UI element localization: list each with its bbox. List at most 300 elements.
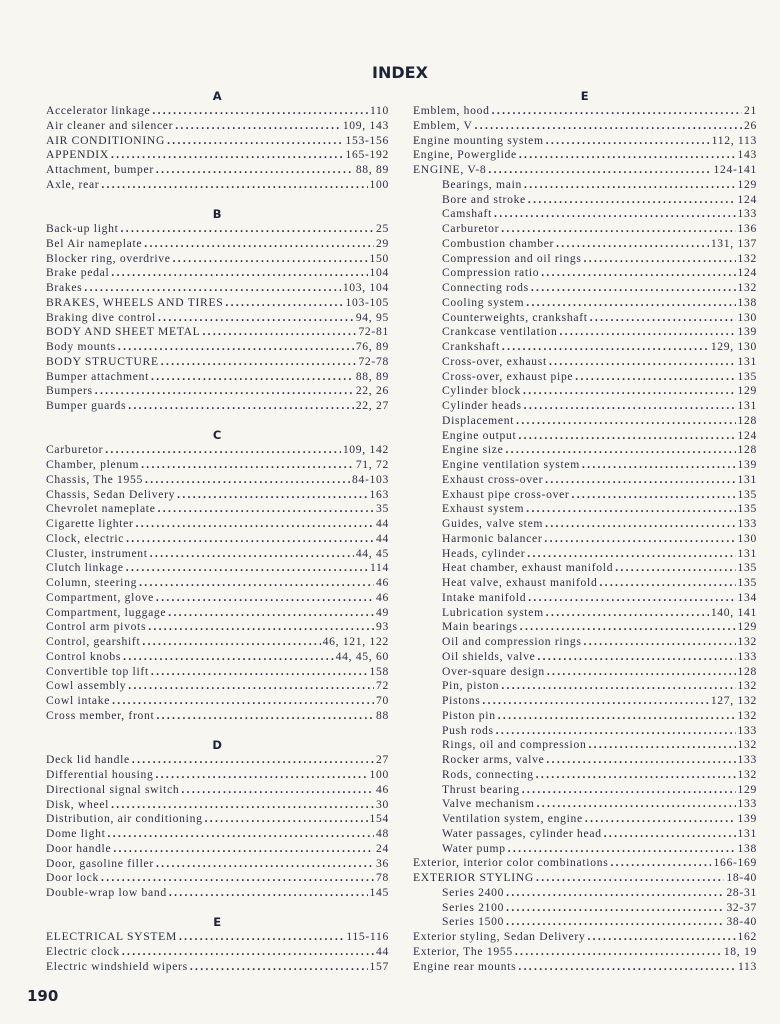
dot-leader — [518, 960, 736, 975]
dot-leader — [494, 207, 735, 222]
dot-leader — [202, 325, 356, 340]
dot-leader — [105, 443, 341, 458]
entry-term: ENGINE, V-8 — [413, 163, 487, 176]
entry-pages: 21 — [744, 104, 757, 117]
entry-pages: 135 — [737, 561, 757, 575]
dot-leader — [536, 871, 724, 886]
index-entry — [46, 930, 389, 945]
entry-pages: 29 — [376, 236, 389, 250]
dot-leader — [144, 237, 374, 252]
entry-pages: 88 — [376, 708, 389, 722]
index-entry — [46, 502, 389, 517]
entry-term: Engine rear mounts — [413, 959, 517, 973]
index-entry — [413, 561, 757, 576]
entry-pages: 136 — [737, 222, 757, 235]
dot-leader — [498, 709, 736, 724]
page-title: INDEX — [372, 63, 428, 82]
dot-leader — [84, 281, 340, 296]
dot-leader — [128, 399, 354, 414]
index-entry — [413, 414, 757, 429]
entry-term: Deck lid handle — [46, 753, 130, 767]
entry-pages: 44 — [376, 531, 389, 545]
entry-pages: 139 — [737, 812, 757, 825]
index-entry — [413, 679, 757, 694]
entry-term: Back-up light — [46, 222, 119, 236]
entry-pages: 38-40 — [726, 915, 757, 929]
entry-pages: 131 — [737, 546, 757, 560]
section-gap — [46, 414, 389, 429]
index-column-right — [413, 89, 757, 974]
index-entry — [413, 915, 757, 930]
dot-leader — [572, 488, 736, 503]
dot-leader — [522, 783, 736, 798]
entry-term: Emblem, V — [413, 118, 473, 132]
index-entry — [413, 665, 757, 680]
dot-leader — [139, 576, 374, 591]
entry-term: Distribution, air conditioning — [46, 812, 203, 826]
dot-leader — [502, 340, 709, 355]
entry-term: Electric clock — [46, 945, 120, 959]
index-entry — [46, 222, 389, 237]
dot-leader — [121, 222, 374, 237]
index-entry — [413, 311, 757, 326]
entry-term: Camshaft — [442, 207, 493, 221]
entry-pages: 132 — [737, 767, 757, 781]
index-entry — [46, 827, 389, 842]
entry-term: Bumper attachment — [46, 369, 150, 383]
entry-pages: 104 — [369, 266, 389, 280]
dot-leader — [128, 679, 374, 694]
dot-leader — [531, 281, 736, 296]
index-entry — [46, 561, 389, 576]
index-entry — [413, 827, 757, 842]
entry-term: Main bearings — [442, 620, 518, 634]
dot-leader — [158, 311, 354, 326]
entry-term: Heads, cylinder — [442, 546, 526, 560]
entry-pages: 72 — [376, 679, 389, 693]
entry-pages: 129 — [737, 384, 757, 398]
dot-leader — [156, 709, 374, 724]
entry-term: Rings, oil and compression — [442, 738, 587, 752]
dot-leader — [169, 886, 368, 901]
entry-pages: 154 — [369, 812, 389, 826]
entry-pages: 134 — [737, 590, 757, 604]
entry-pages: 133 — [737, 207, 757, 221]
index-entry — [46, 606, 389, 621]
dot-leader — [515, 945, 722, 960]
index-entry — [413, 724, 757, 739]
entry-pages: 127, 132 — [710, 694, 757, 707]
entry-pages: 71, 72 — [355, 458, 389, 472]
entry-pages: 84-103 — [351, 472, 389, 486]
entry-term: Air cleaner and silencer — [46, 118, 174, 132]
dot-leader — [113, 842, 374, 857]
entry-pages: 129 — [737, 620, 757, 634]
index-entry — [413, 207, 757, 222]
dot-leader — [496, 724, 736, 739]
page-number: 190 — [27, 987, 59, 1005]
index-entry — [413, 738, 757, 753]
dot-leader — [528, 193, 736, 208]
entry-term: Bumpers — [46, 384, 93, 398]
index-entry — [413, 886, 757, 901]
index-entry — [46, 665, 389, 680]
entry-pages: 109, 143 — [342, 118, 389, 132]
entry-term: Bel Air nameplate — [46, 236, 143, 250]
entry-term: Water passages, cylinder head — [442, 826, 602, 840]
dot-leader — [544, 532, 735, 547]
dot-leader — [505, 443, 735, 458]
entry-term: Directional signal switch — [46, 782, 180, 796]
dot-leader — [520, 620, 736, 635]
entry-term: Control, gearshift — [46, 635, 141, 649]
entry-term: Exterior, interior color combinations — [413, 856, 609, 870]
index-entry — [46, 148, 389, 163]
entry-term: Blocker ring, overdrive — [46, 251, 171, 265]
entry-pages: 133 — [737, 797, 757, 811]
entry-term: Control arm pivots — [46, 620, 147, 634]
entry-pages: 25 — [376, 222, 389, 236]
dot-leader — [585, 812, 736, 827]
entry-pages: 132 — [737, 708, 757, 722]
entry-pages: 26 — [744, 118, 757, 132]
entry-term: Bore and stroke — [442, 192, 526, 206]
dot-leader — [190, 960, 368, 975]
index-entry — [46, 325, 389, 340]
index-entry — [413, 960, 757, 975]
section-letter: B — [212, 207, 223, 222]
entry-pages: 44, 45, 60 — [335, 649, 389, 663]
dot-leader — [108, 827, 375, 842]
entry-term: Displacement — [442, 413, 515, 427]
dot-leader — [167, 134, 343, 149]
index-entry — [46, 266, 389, 281]
entry-term: Valve mechanism — [442, 797, 535, 811]
section-letter: A — [212, 89, 223, 103]
entry-term: ELECTRICAL SYSTEM — [46, 930, 177, 944]
dot-leader — [508, 842, 736, 857]
dot-leader — [526, 296, 735, 311]
entry-pages: 22, 26 — [355, 384, 389, 398]
dot-leader — [545, 517, 735, 532]
entry-term: Harmonic balancer — [442, 531, 543, 545]
entry-term: Combustion chamber — [442, 236, 555, 250]
dot-leader — [516, 414, 735, 429]
dot-leader — [118, 340, 354, 355]
dot-leader — [132, 753, 374, 768]
entry-pages: 131, 137 — [710, 236, 757, 250]
entry-term: Cylinder block — [442, 384, 522, 398]
entry-term: Compartment, luggage — [46, 605, 167, 619]
dot-leader — [587, 930, 735, 945]
entry-pages: 131 — [737, 354, 757, 368]
dot-leader — [156, 857, 374, 872]
dot-leader — [501, 222, 735, 237]
index-entry — [46, 355, 389, 370]
entry-pages: 70 — [376, 694, 389, 708]
entry-term: Heat chamber, exhaust manifold — [442, 561, 614, 575]
dot-leader — [156, 163, 354, 178]
index-entry — [413, 709, 757, 724]
dot-leader — [528, 591, 735, 606]
dot-leader — [205, 812, 368, 827]
dot-leader — [111, 266, 367, 281]
entry-pages: 36 — [376, 856, 389, 870]
entry-term: Connecting rods — [442, 281, 529, 294]
entry-term: Electric windshield wipers — [46, 959, 188, 973]
entry-pages: 129, 130 — [710, 340, 757, 353]
dot-leader — [556, 237, 709, 252]
dot-leader — [95, 384, 354, 399]
entry-pages: 163 — [369, 487, 389, 501]
index-entry — [46, 635, 389, 650]
entry-pages: 72-81 — [358, 325, 389, 339]
entry-term: Exhaust cross-over — [442, 472, 544, 486]
entry-pages: 133 — [737, 649, 757, 663]
index-entry — [413, 930, 757, 945]
dot-leader — [151, 370, 354, 385]
index-entry — [413, 842, 757, 857]
dot-leader — [524, 178, 736, 193]
section-letter: E — [213, 915, 222, 930]
section-letter: E — [580, 89, 590, 103]
entry-term: Chassis, The 1955 — [46, 472, 144, 486]
index-entry — [413, 576, 757, 591]
dot-leader — [151, 665, 368, 680]
entry-term: Door, gasoline filler — [46, 856, 154, 870]
index-entry — [413, 384, 757, 399]
entry-pages: 132 — [737, 679, 757, 693]
index-entry — [46, 532, 389, 547]
index-entry — [413, 901, 757, 916]
dot-leader — [152, 104, 368, 119]
entry-term: Carburetor — [46, 443, 104, 457]
dot-leader — [527, 547, 735, 562]
index-entry — [46, 871, 389, 886]
index-entry — [413, 945, 757, 960]
entry-term: Ventilation system, engine — [442, 812, 583, 825]
dot-leader — [150, 547, 354, 562]
index-column-left — [46, 89, 389, 975]
entry-term: Brakes — [46, 281, 83, 295]
index-entry — [46, 576, 389, 591]
entry-term: Series 1500 — [442, 915, 505, 929]
index-entry — [46, 252, 389, 267]
dot-leader — [559, 325, 735, 340]
section-letter: C — [212, 428, 223, 443]
entry-pages: 139 — [737, 325, 757, 339]
entry-term: BODY AND SHEET METAL — [46, 325, 201, 339]
entry-term: Crankshaft — [442, 340, 500, 353]
index-entry — [46, 473, 389, 488]
index-entry — [413, 399, 757, 414]
dot-leader — [536, 768, 736, 783]
entry-pages: 49 — [376, 605, 389, 619]
entry-pages: 114 — [369, 561, 389, 575]
entry-pages: 18-40 — [726, 871, 757, 884]
entry-pages: 94, 95 — [355, 310, 389, 324]
entry-term: Door handle — [46, 841, 112, 855]
entry-term: Exhaust system — [442, 502, 525, 516]
dot-leader — [506, 901, 724, 916]
dot-leader — [541, 266, 735, 281]
entry-term: Convertible top lift — [46, 664, 149, 678]
index-entry — [413, 163, 757, 178]
entry-term: Piston pin — [442, 708, 496, 722]
index-entry — [46, 384, 389, 399]
entry-term: Engine, Powerglide — [413, 148, 517, 162]
entry-pages: 150 — [369, 251, 389, 265]
dot-leader — [506, 915, 724, 930]
entry-term: Bearings, main — [442, 177, 522, 191]
dot-leader — [112, 694, 374, 709]
entry-pages: 48 — [376, 827, 389, 841]
dot-leader — [584, 635, 736, 650]
entry-pages: 135 — [737, 576, 757, 589]
index-entry — [46, 399, 389, 414]
index-entry — [46, 488, 389, 503]
entry-term: Guides, valve stem — [442, 517, 544, 530]
entry-pages: 129 — [737, 782, 757, 796]
entry-pages: 140, 141 — [710, 605, 757, 619]
entry-pages: 109, 142 — [342, 443, 389, 457]
entry-term: Exterior, The 1955 — [413, 944, 513, 958]
entry-term: Axle, rear — [46, 177, 100, 191]
entry-term: Chassis, Sedan Delivery — [46, 487, 176, 501]
entry-term: Rods, connecting — [442, 767, 534, 781]
entry-term: Clock, electric — [46, 531, 125, 545]
entry-term: Oil and compression rings — [442, 635, 582, 648]
index-entry — [413, 458, 757, 473]
dot-leader — [537, 650, 735, 665]
entry-term: Disk, wheel — [46, 797, 110, 811]
entry-term: Rocker arms, valve — [442, 753, 545, 766]
dot-leader — [584, 252, 736, 267]
entry-pages: 128 — [737, 664, 757, 678]
entry-term: Cooling system — [442, 295, 525, 309]
index-entry — [46, 620, 389, 635]
entry-term: Water pump — [442, 841, 506, 855]
index-entry — [46, 709, 389, 724]
entry-term: Exhaust pipe cross-over — [442, 487, 570, 501]
entry-pages: 128 — [737, 443, 757, 457]
entry-term: Lubrication system — [442, 605, 544, 619]
index-entry — [413, 193, 757, 208]
entry-pages: 78 — [376, 871, 389, 885]
dot-leader — [155, 768, 367, 783]
dot-leader — [488, 163, 711, 178]
entry-pages: 129 — [737, 177, 757, 191]
index-entry — [413, 620, 757, 635]
entry-term: Differential housing — [46, 768, 154, 782]
entry-pages: 18, 19 — [723, 944, 757, 958]
entry-pages: 130 — [737, 310, 757, 324]
dot-leader — [126, 532, 374, 547]
entry-pages: 132 — [737, 738, 757, 752]
index-entry — [413, 591, 757, 606]
dot-leader — [545, 473, 735, 488]
dot-leader — [518, 429, 735, 444]
dot-leader — [181, 783, 374, 798]
index-entry — [413, 694, 757, 709]
index-entry — [46, 119, 389, 134]
index-entry — [413, 119, 757, 134]
dot-leader — [523, 384, 735, 399]
index-entry — [413, 650, 757, 665]
entry-pages: 162 — [737, 930, 757, 943]
entry-term: Brake pedal — [46, 266, 110, 280]
index-entry — [46, 945, 389, 960]
section-letter: D — [212, 738, 223, 753]
entry-pages: 165-192 — [345, 148, 389, 162]
entry-term: Attachment, bumper — [46, 163, 154, 176]
index-entry — [46, 960, 389, 975]
entry-term: EXTERIOR STYLING — [413, 871, 535, 884]
dot-leader — [537, 797, 736, 812]
entry-pages: 158 — [369, 664, 389, 678]
entry-pages: 32-37 — [726, 900, 757, 914]
entry-term: Crankcase ventilation — [442, 325, 558, 339]
entry-term: Cylinder heads — [442, 399, 522, 412]
dot-leader — [142, 635, 320, 650]
index-entry — [413, 753, 757, 768]
dot-leader — [158, 502, 374, 517]
index-entry — [46, 458, 389, 473]
entry-pages: 133 — [737, 723, 757, 737]
entry-pages: 46, 121, 122 — [322, 635, 389, 649]
index-entry — [46, 591, 389, 606]
index-entry — [413, 325, 757, 340]
entry-pages: 124-141 — [713, 163, 757, 176]
index-entry — [413, 134, 757, 149]
entry-pages: 132 — [737, 635, 757, 648]
entry-pages: 145 — [369, 886, 389, 900]
dot-leader — [177, 488, 367, 503]
entry-pages: 135 — [737, 487, 757, 501]
entry-term: Pin, piston — [442, 679, 500, 693]
entry-term: Engine mounting system — [413, 133, 544, 147]
index-entry — [413, 812, 757, 827]
entry-pages: 103, 104 — [342, 281, 389, 295]
entry-term: Compression ratio — [442, 266, 540, 280]
entry-term: Series 2100 — [442, 900, 505, 914]
index-entry — [46, 650, 389, 665]
dot-leader — [101, 871, 374, 886]
dot-leader — [524, 399, 736, 414]
entry-pages: 22, 27 — [355, 399, 389, 413]
entry-term: Compartment, glove — [46, 590, 154, 604]
entry-pages: 110 — [369, 104, 389, 117]
index-entry — [413, 768, 757, 783]
entry-pages: 44 — [376, 517, 389, 531]
entry-term: Cowl assembly — [46, 679, 127, 693]
index-entry — [46, 753, 389, 768]
entry-term: Engine ventilation system — [442, 458, 580, 471]
dot-leader — [519, 148, 736, 163]
index-entry — [413, 606, 757, 621]
index-entry — [413, 871, 757, 886]
index-entry — [413, 547, 757, 562]
section-gap — [46, 724, 389, 739]
index-entry — [413, 222, 757, 237]
entry-pages: 115-116 — [346, 930, 389, 944]
dot-leader — [590, 311, 736, 326]
entry-pages: 72-78 — [358, 354, 389, 368]
entry-pages: 44 — [376, 945, 389, 959]
entry-pages: 139 — [737, 458, 757, 471]
entry-pages: 133 — [737, 753, 757, 766]
entry-term: Push rods — [442, 723, 494, 737]
